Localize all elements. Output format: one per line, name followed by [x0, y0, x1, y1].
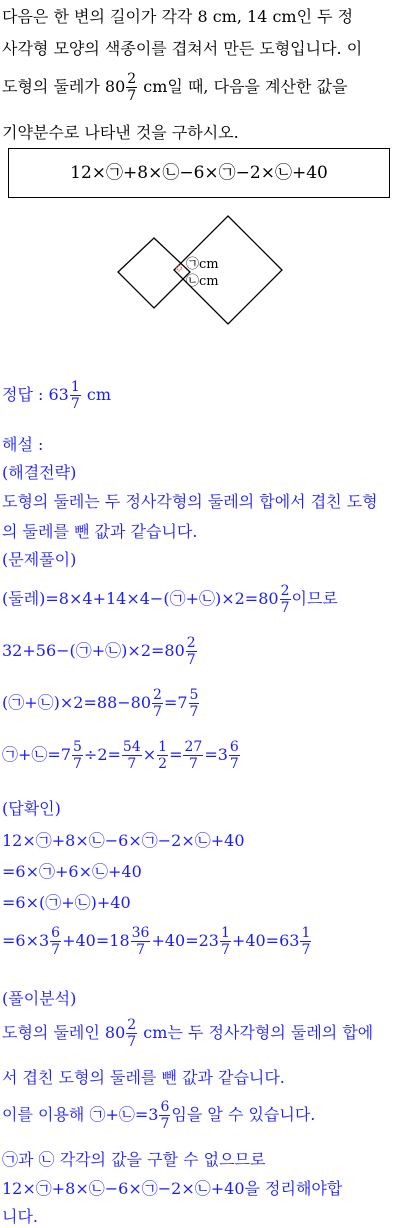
check-line-3: =6×(㉠+㉡)+40	[2, 893, 131, 912]
problem-line-2: 사각형 모양의 색종이를 겹쳐서 만든 도형입니다. 이	[2, 39, 363, 58]
expression-box	[8, 148, 390, 198]
fraction-numerator: 5	[73, 739, 82, 755]
fraction-denominator: 2	[158, 756, 168, 772]
equation-4	[2, 740, 241, 771]
fraction	[152, 688, 163, 719]
fraction-numerator: 2	[186, 635, 196, 651]
fraction	[157, 740, 168, 771]
analysis-text: 도형의 둘레인 80	[2, 1023, 126, 1042]
analysis-line-2: 서 겹친 도형의 둘레를 뺀 값과 같습니다.	[2, 1068, 285, 1087]
problem-line-4: 기약분수로 나타낸 것을 구하시오.	[2, 123, 239, 142]
equation-text: =	[169, 745, 183, 764]
problem-line-3-text: cm일 때, 다음을 계산한 값을	[138, 77, 348, 96]
answer-label: 정답 : 63	[2, 385, 69, 404]
fraction-numerator: 2	[127, 71, 137, 87]
check-title: (답확인)	[2, 799, 61, 818]
check-line-2: =6×㉠+6×㉡+40	[2, 862, 142, 881]
analysis-line-3	[2, 1100, 315, 1131]
equation-text: =6×3	[2, 931, 50, 950]
fraction-numerator: 1	[301, 925, 311, 941]
fraction-denominator: 7	[136, 942, 145, 958]
fraction	[70, 380, 81, 411]
fraction	[280, 584, 291, 615]
problem-line-1: 다음은 한 변의 길이가 각각 8 cm, 14 cm인 두 정	[2, 7, 354, 26]
fraction-denominator: 7	[51, 942, 61, 958]
analysis-line-4: ㉠과 ㉡ 각각의 값을 구할 수 없으므로	[2, 1150, 266, 1169]
analysis-line-1	[2, 1018, 373, 1049]
fraction	[72, 740, 83, 771]
fraction-denominator: 7	[70, 396, 80, 412]
fraction	[122, 740, 142, 771]
analysis-line-6: 니다.	[2, 1207, 38, 1226]
fraction	[183, 740, 203, 771]
strategy-line-1: 도형의 둘레는 두 정사각형의 둘레의 합에서 겹친 도형	[2, 492, 378, 511]
fraction-denominator: 7	[188, 756, 198, 772]
small-square	[118, 238, 190, 308]
fraction	[126, 72, 137, 103]
fraction-numerator: 1	[220, 925, 230, 941]
fraction-denominator: 7	[153, 704, 162, 720]
equation-text: +40=23	[151, 931, 219, 950]
fraction-denominator: 7	[301, 942, 311, 958]
equation-1	[2, 584, 338, 615]
fraction	[300, 926, 311, 957]
fraction-numerator: 2	[280, 583, 290, 599]
fraction-denominator: 7	[189, 704, 199, 720]
equation-text: =3	[204, 745, 228, 764]
equation-text: =7	[163, 693, 188, 712]
figure-label-a: ㉠cm	[186, 257, 219, 272]
fraction-denominator: 7	[280, 600, 290, 616]
fraction-numerator: 6	[160, 1099, 170, 1115]
strategy-title: (해결전략)	[2, 463, 77, 482]
fraction-numerator: 27	[184, 739, 203, 755]
fraction	[186, 636, 197, 667]
answer-unit: cm	[81, 385, 111, 404]
fraction-denominator: 7	[127, 1034, 137, 1050]
equation-text: ×	[142, 745, 157, 764]
equation-text: +40=18	[62, 931, 130, 950]
fraction	[50, 926, 61, 957]
answer-line	[2, 380, 111, 411]
overlapping-squares-figure	[110, 212, 290, 330]
analysis-text: 이를 이용해 ㉠+㉡=3	[2, 1105, 159, 1124]
fraction	[229, 740, 240, 771]
fraction	[159, 1100, 170, 1131]
fraction-denominator: 7	[229, 756, 239, 772]
equation-text: +40=63	[231, 931, 300, 950]
fraction-numerator: 36	[131, 925, 150, 941]
fraction	[220, 926, 231, 957]
fraction-numerator: 2	[153, 687, 162, 703]
explanation-heading: 해설 :	[2, 435, 44, 454]
fraction-numerator: 1	[70, 379, 80, 395]
fraction-denominator: 7	[220, 942, 230, 958]
analysis-title: (풀이분석)	[2, 989, 77, 1008]
fraction-numerator: 6	[51, 925, 61, 941]
strategy-line-2: 의 둘레를 뺀 값과 같습니다.	[2, 522, 198, 541]
equation-text: (㉠+㉡)×2=88−80	[2, 693, 152, 712]
solution-title: (문제풀이)	[2, 550, 77, 569]
fraction-numerator: 5	[189, 687, 199, 703]
fraction	[131, 926, 151, 957]
fraction-numerator: 6	[229, 739, 239, 755]
figure-label-b: ㉡cm	[186, 274, 219, 289]
fraction-numerator: 2	[127, 1017, 137, 1033]
fraction-numerator: 1	[158, 739, 168, 755]
fraction-denominator: 7	[127, 88, 137, 104]
problem-line-3-text: 도형의 둘레가 80	[2, 77, 126, 96]
equation-text: 32+56−(㉠+㉡)×2=80	[2, 641, 185, 660]
analysis-text: cm는 두 정사각형의 둘레의 합에	[138, 1023, 374, 1042]
analysis-line-5: 12×㉠+8×㉡−6×㉠−2×㉡+40을 정리해야합	[2, 1179, 343, 1198]
expression-text: 12×㉠+8×㉡−6×㉠−2×㉡+40	[70, 163, 328, 183]
check-line-4	[2, 926, 312, 957]
fraction-denominator: 7	[127, 756, 137, 772]
equation-2	[2, 636, 198, 667]
fraction-denominator: 7	[73, 756, 82, 772]
fraction-denominator: 7	[160, 1116, 170, 1132]
problem-line-3	[2, 72, 347, 103]
equation-text: ÷2=	[83, 745, 121, 764]
fraction	[126, 1018, 137, 1049]
equation-text: ㉠+㉡=7	[2, 745, 71, 764]
equation-text: (둘레)=8×4+14×4−(㉠+㉡)×2=80	[2, 589, 279, 608]
check-line-1: 12×㉠+8×㉡−6×㉠−2×㉡+40	[2, 831, 245, 850]
fraction	[189, 688, 200, 719]
fraction-numerator: 54	[122, 739, 141, 755]
analysis-text: 임을 알 수 있습니다.	[171, 1105, 316, 1124]
fraction-denominator: 7	[186, 652, 196, 668]
equation-3	[2, 688, 200, 719]
equation-text: 이므로	[291, 589, 338, 608]
